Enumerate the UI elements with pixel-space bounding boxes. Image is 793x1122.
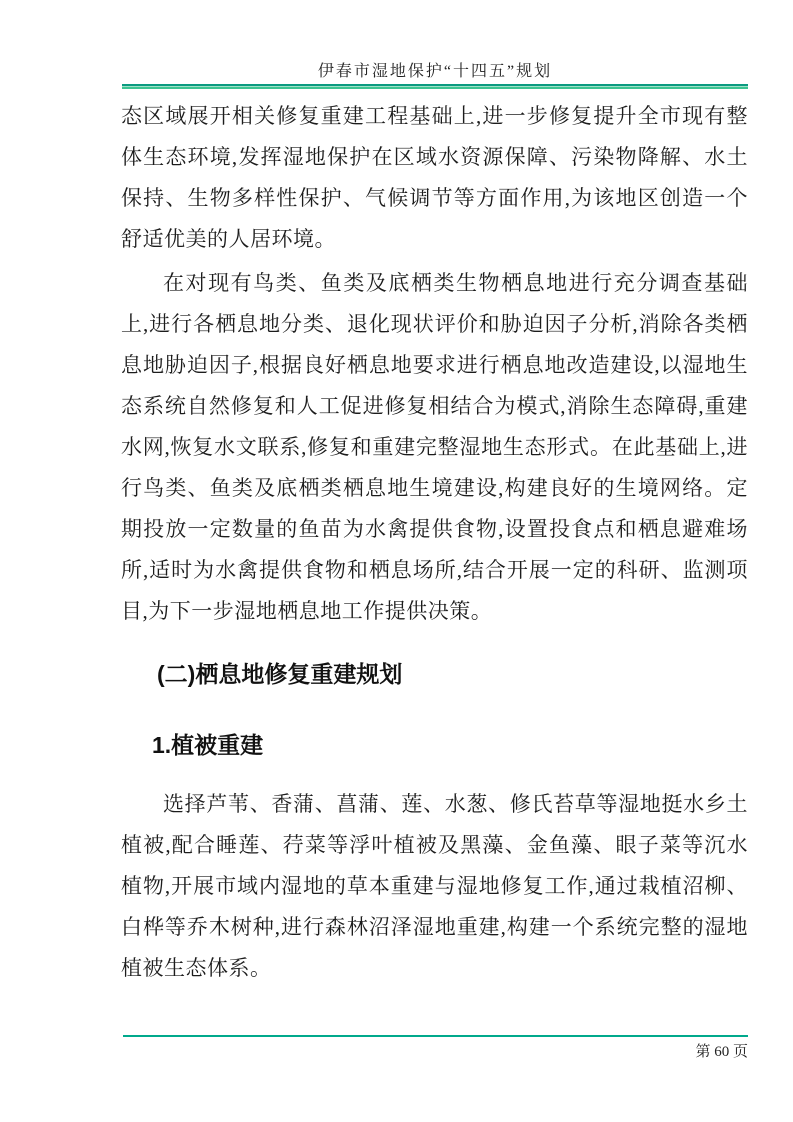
page-footer xyxy=(123,1035,748,1061)
section-heading: (二)栖息地修复重建规划 xyxy=(157,661,403,687)
document-header-title: 伊春市湿地保护“十四五”规划 xyxy=(317,63,553,80)
document-body xyxy=(121,96,748,989)
page-header xyxy=(122,58,748,81)
paragraph-vegetation-rebuild: 选择芦苇、香蒲、菖蒲、莲、水葱、修氏苔草等湿地挺水乡土植被,配合睡莲、荇菜等浮叶植被及黑藻、金鱼藻、眼子菜等沉水植物,开展市域内湿地的草本重建与湿地修复工作,通过栽植沼柳、白桦等乔木树种,进行森林沼泽湿地重建,构建一个系统完整的湿地植被生态体系。 xyxy=(121,792,748,980)
subsection-heading: 1.植被重建 xyxy=(152,732,264,758)
paragraph-habitat-survey: 在对现有鸟类、鱼类及底栖类生物栖息地进行充分调查基础上,进行各栖息地分类、退化现状评价和胁迫因子分析,消除各类栖息地胁迫因子,根据良好栖息地要求进行栖息地改造建设,以湿地生态系统自然修复和人工促进修复相结合为模式,消除生态障碍,重建水网,恢复水文联系,修复和重建完整湿地生态形式。在此基础上,进行鸟类、鱼类及底栖类栖息地生境建设,构建良好的生境网络。定期投放一定数量的鱼苗为水禽提供食物,设置投食点和栖息避难场所,适时为水禽提供食物和栖息场所,结合开展一定的科研、监测项目,为下一步湿地栖息地工作提供决策。 xyxy=(121,271,748,623)
page-number: 第 60 页 xyxy=(695,1044,748,1060)
paragraph-continuation: 态区域展开相关修复重建工程基础上,进一步修复提升全市现有整体生态环境,发挥湿地保护在区域水资源保障、污染物降解、水土保持、生物多样性保护、气候调节等方面作用,为该地区创造一个舒适优美的人居环境。 xyxy=(121,104,748,251)
header-rule xyxy=(122,84,748,89)
